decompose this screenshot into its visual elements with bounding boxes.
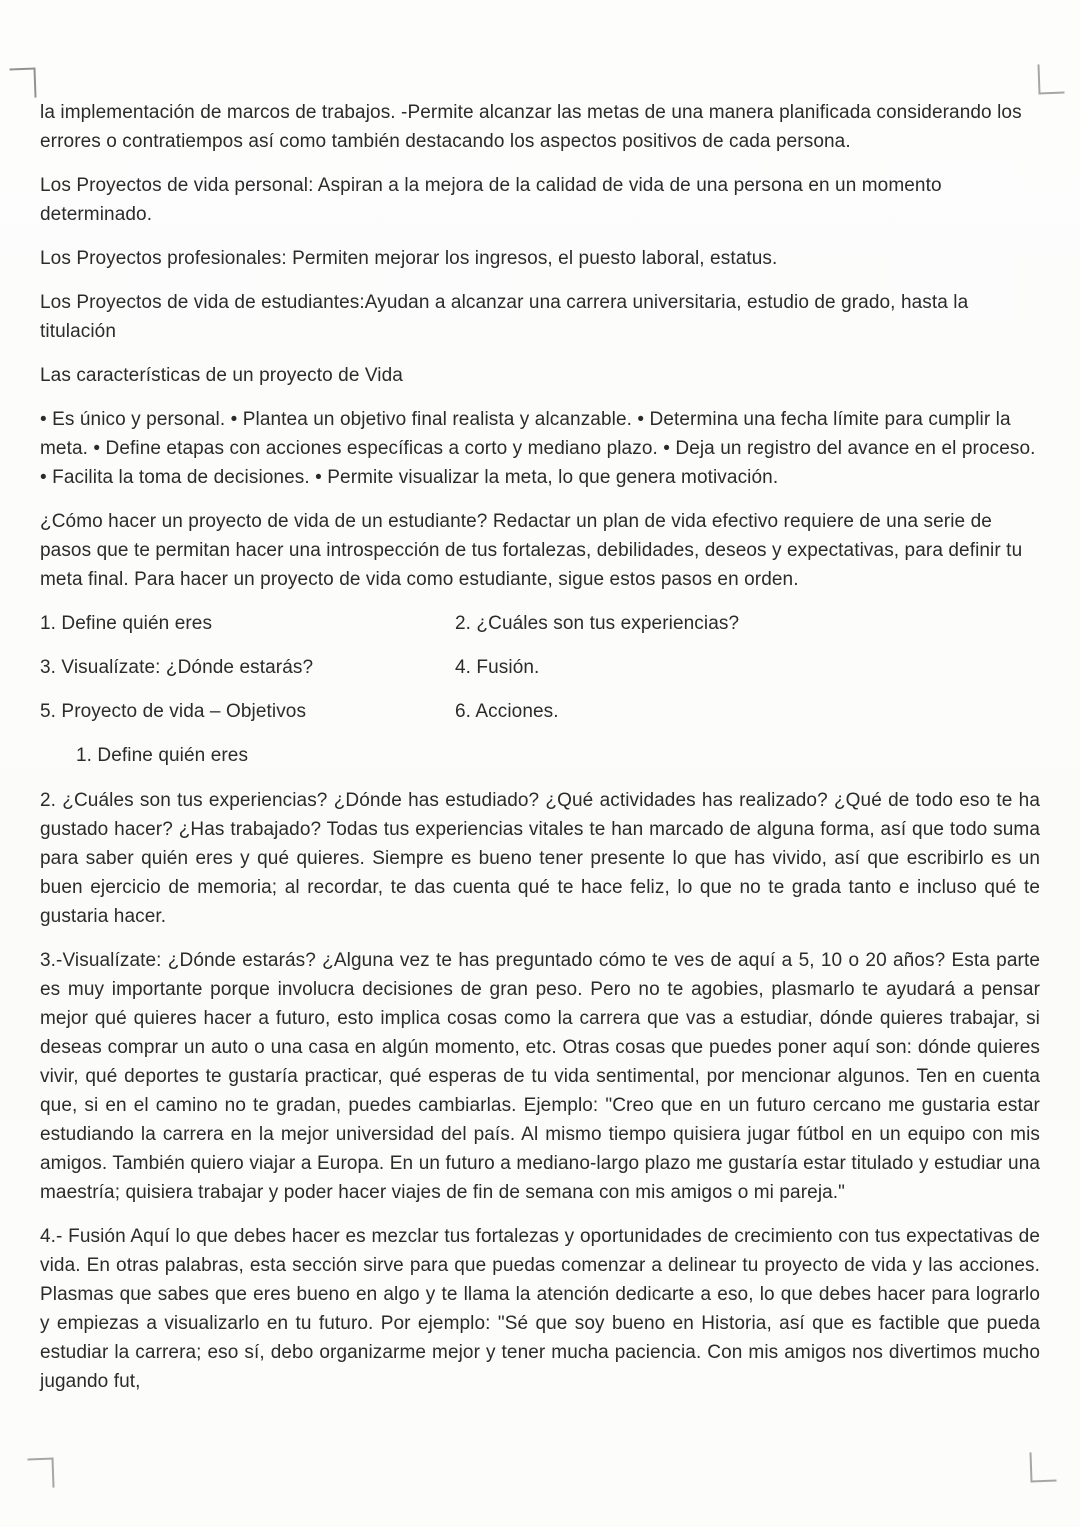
sub-step-define-quien-eres: 1. Define quién eres — [76, 745, 249, 766]
steps-two-column-list — [40, 609, 1040, 726]
list-item-step-2: 2. ¿Cuáles son tus experiencias? — [455, 613, 740, 634]
list-item-step-3: 3. Visualízate: ¿Dónde estarás? — [40, 657, 314, 678]
paragraph-proyectos-profesionales: Los Proyectos profesionales: Permiten mejorar los ingresos, el puesto laboral, estatus. — [40, 248, 778, 269]
steps-row — [40, 697, 1040, 726]
list-item-step-1: 1. Define quién eres — [40, 613, 213, 634]
crop-mark-top-left — [9, 68, 36, 99]
paragraph-proyectos-vida-personal: Los Proyectos de vida personal: Aspiran a la mejora de la calidad de vida de una persona en un momento determinado. — [40, 175, 942, 225]
crop-mark-bottom-right — [1029, 1452, 1056, 1483]
steps-row — [40, 653, 1040, 682]
paragraph-fusion: 4.- Fusión Aquí lo que debes hacer es mezclar tus fortalezas y oportunidades de crecimiento con tus expectativas de vida. En otras palabras, esta sección sirve para que puedas comenzar a delinear tu proyecto de vida y las acciones. Plasmas que sabes que eres bueno en algo y te llama la atención dedicarte a eso, lo que debes hacer para lograrlo y empiezas a visualizarlo en tu futuro. Por ejemplo: "Sé que soy bueno en Historia, así que es factible que pueda estudiar la carrera; eso sí, debo organizarme mejor y tener mucha paciencia. Con mis amigos nos divertimos mucho jugando fut, — [40, 1226, 1040, 1392]
crop-mark-top-right — [1037, 64, 1064, 95]
document-content — [40, 98, 1040, 1411]
steps-row — [40, 609, 1040, 638]
crop-mark-bottom-left — [27, 1458, 54, 1489]
list-item-step-5: 5. Proyecto de vida – Objetivos — [40, 701, 307, 722]
paragraph-proyectos-estudiantes: Los Proyectos de vida de estudiantes:Ayudan a alcanzar una carrera universitaria, estudio de grado, hasta la titulación — [40, 292, 969, 342]
paragraph-experiencias: 2. ¿Cuáles son tus experiencias? ¿Dónde has estudiado? ¿Qué actividades has realizado? ¿Qué de todo eso te ha gustado hacer? ¿Has trabajado? Todas tus experiencias vitales te han marcado de alguna forma, así que todo suma para saber quién eres y qué quieres. Siempre es bueno tener presente lo que has vivido, así que escribirlo es un buen ejercicio de memoria; al recordar, te das cuenta qué te hace feliz, lo que no te grada tanto e incluso qué te gustaria hacer. — [40, 790, 1040, 927]
paragraph-como-hacer-proyecto: ¿Cómo hacer un proyecto de vida de un estudiante? Redactar un plan de vida efectivo requiere de una serie de pasos que te permitan hacer una introspección de tus fortalezas, debilidades, deseos y expectativas, para definir tu meta final. Para hacer un proyecto de vida como estudiante, sigue estos pasos en orden. — [40, 511, 1023, 590]
heading-caracteristicas: Las características de un proyecto de Vida — [40, 365, 403, 386]
paragraph-frameworks-continuation: la implementación de marcos de trabajos. -Permite alcanzar las metas de una manera planificada considerando los errores o contratiempos así como también destacando los aspectos positivos de cada persona. — [40, 102, 1022, 152]
paragraph-visualizate: 3.-Visualízate: ¿Dónde estarás? ¿Alguna vez te has preguntado cómo te ves de aquí a 5, 10 o 20 años? Esta parte es muy importante porque involucra decisiones de gran peso. Pero no te agobies, plasmarlo te ayudará a pensar mejor qué quieres hacer a futuro, esto implica cosas como la carrera que vas a estudiar, dónde quieres trabajar, si deseas comprar un auto o una casa en algún momento, etc. Otras cosas que puedes poner aquí son: dónde quieres vivir, qué deportes te gustaría practicar, qué esperas de tu vida sentimental, por mencionar algunos. Ten en cuenta que, si en el camino no te gradan, puedes cambiarlas. Ejemplo: "Creo que en un futuro cercano me gustaria estar estudiando la carrera en la mejor universidad del país. Al mismo tiempo quisiera jugar fútbol en un equipo con mis amigos. También quiero viajar a Europa. En un futuro a mediano-largo plazo me gustaría estar titulado y estudiar una maestría; quisiera trabajar y poder hacer viajes de fin de semana con mis amigos o mi pareja." — [40, 950, 1040, 1203]
list-item-step-4: 4. Fusión. — [455, 657, 540, 678]
list-item-step-6: 6. Acciones. — [455, 701, 559, 722]
paragraph-caracteristicas-lista: • Es único y personal. • Plantea un objetivo final realista y alcanzable. • Determina una fecha límite para cumplir la meta. • Define etapas con acciones específicas a corto y mediano plazo. • Deja un registro del avance en el proceso. • Facilita la toma de decisiones. • Permite visualizar la meta, lo que genera motivación. — [40, 409, 1036, 488]
